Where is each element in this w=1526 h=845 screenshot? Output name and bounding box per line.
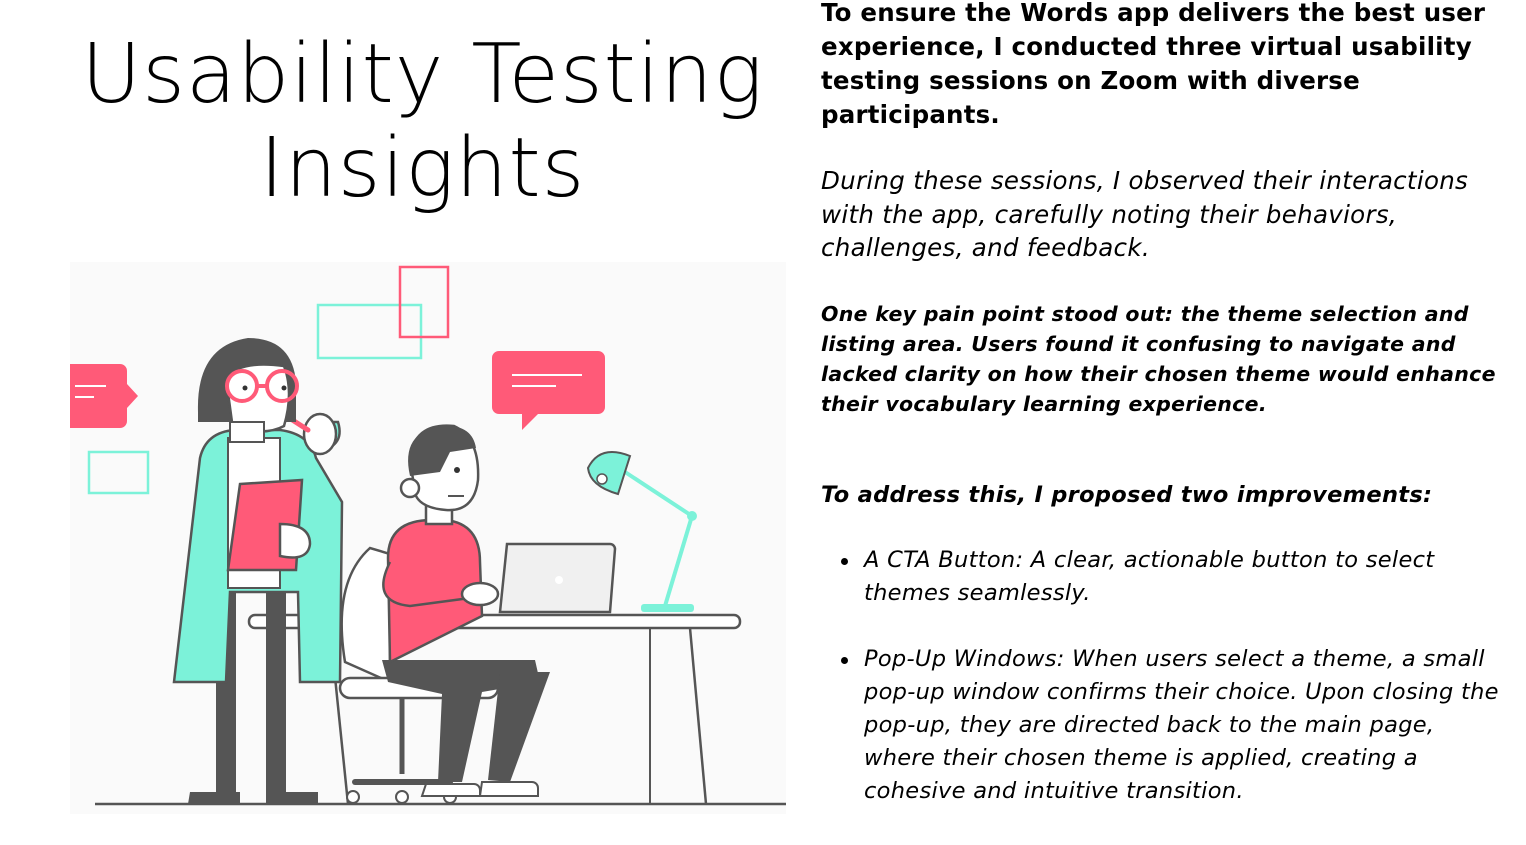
list-item [821, 544, 1501, 610]
intro-paragraph: To ensure the Words app delivers the best user experience, I conducted three virtual usability testing sessions on Zoom with diverse participants. [821, 0, 1486, 129]
improvement-text: Pop-Up Windows: When users select a theme, a small pop-up window confirms their choice. Upon closing the pop-up, they are directed back to the main page, where their chosen theme is applied, creating a cohesive and intuitive transition. [864, 646, 1499, 804]
bullet-icon [841, 657, 848, 664]
improvement-text: A CTA Button: A clear, actionable button to select themes seamlessly. [864, 547, 1435, 606]
title-line-1: Usability Testing [81, 27, 764, 122]
observation-paragraph: During these sessions, I observed their interactions with the app, carefully noting their behaviors, challenges, and feedback. [821, 166, 1469, 262]
list-item [821, 643, 1501, 808]
bullet-icon [841, 558, 848, 565]
pain-point-paragraph: One key pain point stood out: the theme selection and listing area. Users found it confusing to navigate and lacked clarity on how their chosen theme would enhance their vocabulary learning experience. [821, 302, 1496, 416]
improvements-list [821, 544, 1501, 808]
improvements-heading: To address this, I proposed two improvements: [821, 482, 1433, 508]
usability-testing-illustration [70, 262, 786, 814]
page-title [40, 28, 805, 216]
title-line-2: Insights [259, 121, 586, 216]
